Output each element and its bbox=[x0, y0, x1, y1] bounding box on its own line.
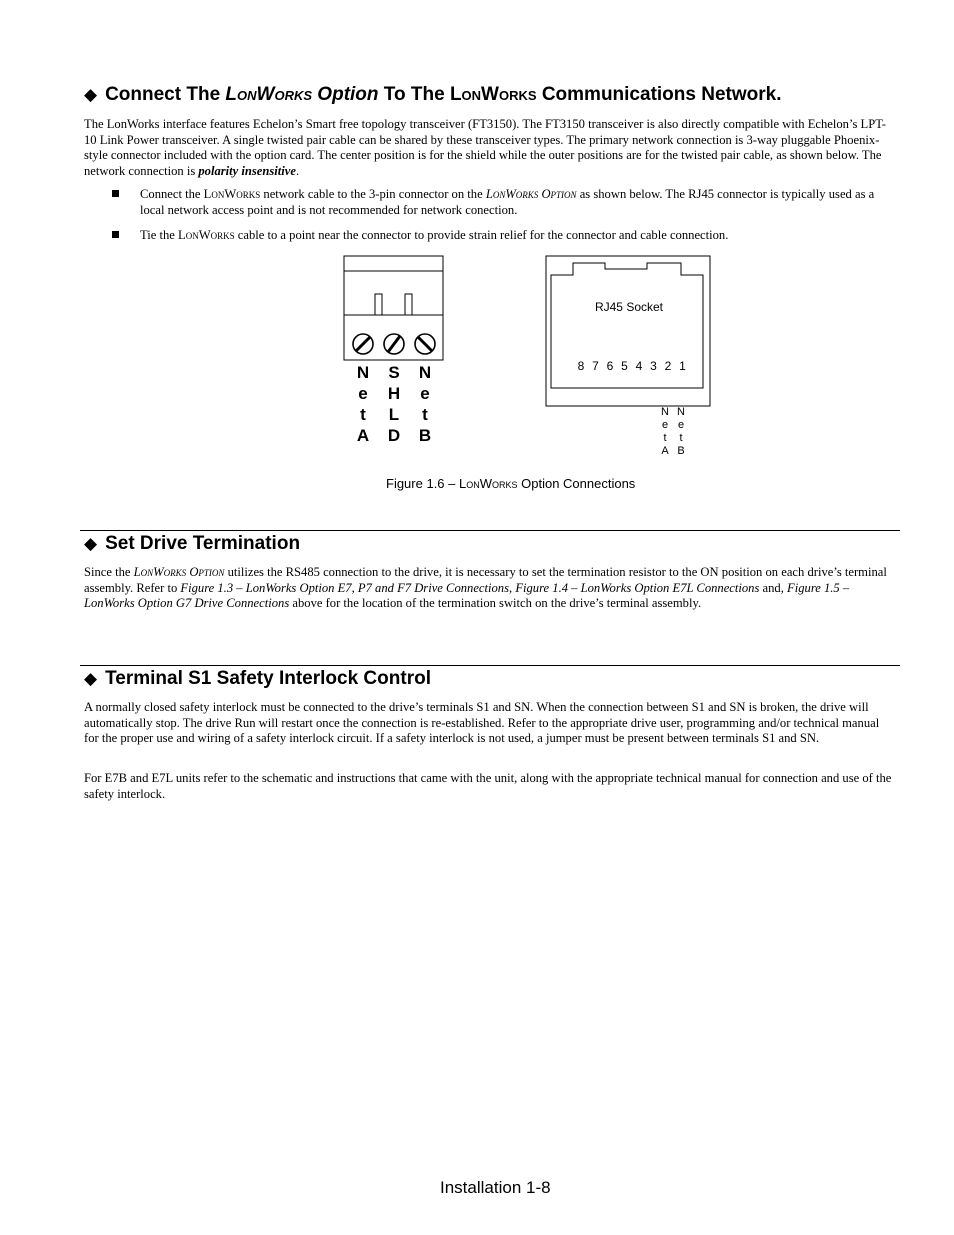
rj45-title: RJ45 Socket bbox=[594, 300, 664, 314]
figure-reference: Figure 1.3 – LonWorks Option E7, P7 and F7 Drive Connections bbox=[180, 580, 510, 595]
rj45-pin-number: 1 bbox=[679, 359, 686, 373]
section-heading-connect: ◆ Connect The LonWorks Option To The LonWorks Communications Network. bbox=[84, 84, 782, 105]
rj45-pin-row bbox=[578, 359, 687, 373]
terminal-label-netb: N e t B bbox=[418, 363, 432, 445]
rj45-pin-number: 8 bbox=[577, 359, 585, 373]
section-heading-interlock: ◆ Terminal S1 Safety Interlock Control bbox=[84, 668, 431, 689]
rj45-pin-number: 5 bbox=[621, 359, 628, 373]
rj45-pin-number: 3 bbox=[650, 359, 657, 373]
rj45-socket-diagram bbox=[545, 255, 711, 408]
section-divider bbox=[80, 530, 900, 531]
square-bullet-icon bbox=[112, 231, 119, 238]
rj45-pin-number: 4 bbox=[635, 359, 643, 373]
terminal-label-neta: N e t A bbox=[356, 363, 370, 445]
figure-reference: Figure 1.5 – LonWorks Option G7 Drive Connections bbox=[84, 580, 850, 611]
section-divider bbox=[80, 665, 900, 666]
termination-paragraph: Since the LonWorks Option utilizes the RS485 connection to the drive, it is necessary to set the termination resistor to the ON position on each drive’s terminal assembly. Refer to Figure 1.3 – LonWorks Option E7, P7 and F7 Drive Connections, Figure 1.4 – LonWorks Option E7L Connections and, Figure 1.5 – LonWorks Option G7 Drive Connections above for the location of the termination switch on the drive’s terminal assembly. bbox=[84, 565, 887, 611]
terminal-label-shld: S H L D bbox=[387, 363, 401, 445]
diamond-bullet-icon: ◆ bbox=[84, 534, 98, 553]
diamond-bullet-icon: ◆ bbox=[84, 669, 98, 688]
bullet-item: Connect the LonWorks network cable to the 3-pin connector on the LonWorks Option as shown below. The RJ45 connector is typically used as a local network access point and is not recommended for network conection. bbox=[140, 187, 875, 217]
diamond-bullet-icon: ◆ bbox=[84, 85, 98, 104]
interlock-paragraph-2: For E7B and E7L units refer to the schematic and instructions that came with the unit, along with the appropriate technical manual for connection and use of the safety interlock. bbox=[84, 771, 892, 801]
interlock-paragraph-1: A normally closed safety interlock must be connected to the drive’s terminals S1 and SN. When the connection between S1 and SN is broken, the drive will automatically stop. The drive Run will restart once the connection is re-established. Refer to the appropriate drive user, programming and/or technical manual for the proper use and wiring of a safety interlock circuit. If a safety interlock is not used, a jumper must be present between terminals S1 and SN. bbox=[84, 700, 880, 746]
figure-caption: Figure 1.6 – LonWorks Option Connections bbox=[386, 476, 636, 491]
rj45-pin-number: 6 bbox=[606, 359, 614, 373]
screw-terminal-icon bbox=[415, 334, 435, 354]
square-bullet-icon bbox=[112, 190, 119, 197]
page-footer: Installation 1-8 bbox=[440, 1178, 551, 1197]
rj45-pin-number: 2 bbox=[664, 359, 672, 373]
rj45-net-label-b: N e t B bbox=[677, 406, 685, 457]
screw-terminal-icon bbox=[353, 334, 373, 354]
intro-paragraph: The LonWorks interface features Echelon’s Smart free topology transceiver (FT3150). The FT3150 transceiver is also directly compatible with Echelon’s LPT-10 Link Power transceiver. A single twisted pair cable can be shared by these transceiver types. The primary network connection is 3-way pluggable Phoenix-style connector included with the option card. The center position is for the shield while the outer positions are for the twisted pair cable, as shown below. The network connection is polarity insensitive. bbox=[84, 117, 886, 178]
rj45-net-label-a: N e t A bbox=[661, 406, 669, 457]
figure-reference: Figure 1.4 – LonWorks Option E7L Connections bbox=[515, 580, 760, 595]
phoenix-connector-diagram bbox=[343, 255, 445, 363]
bullet-item: Tie the LonWorks cable to a point near the connector to provide strain relief for the connector and cable connection. bbox=[140, 228, 729, 242]
screw-terminal-icon bbox=[384, 334, 404, 354]
section-heading-termination: ◆ Set Drive Termination bbox=[84, 533, 301, 554]
rj45-pin-number: 7 bbox=[592, 359, 599, 373]
